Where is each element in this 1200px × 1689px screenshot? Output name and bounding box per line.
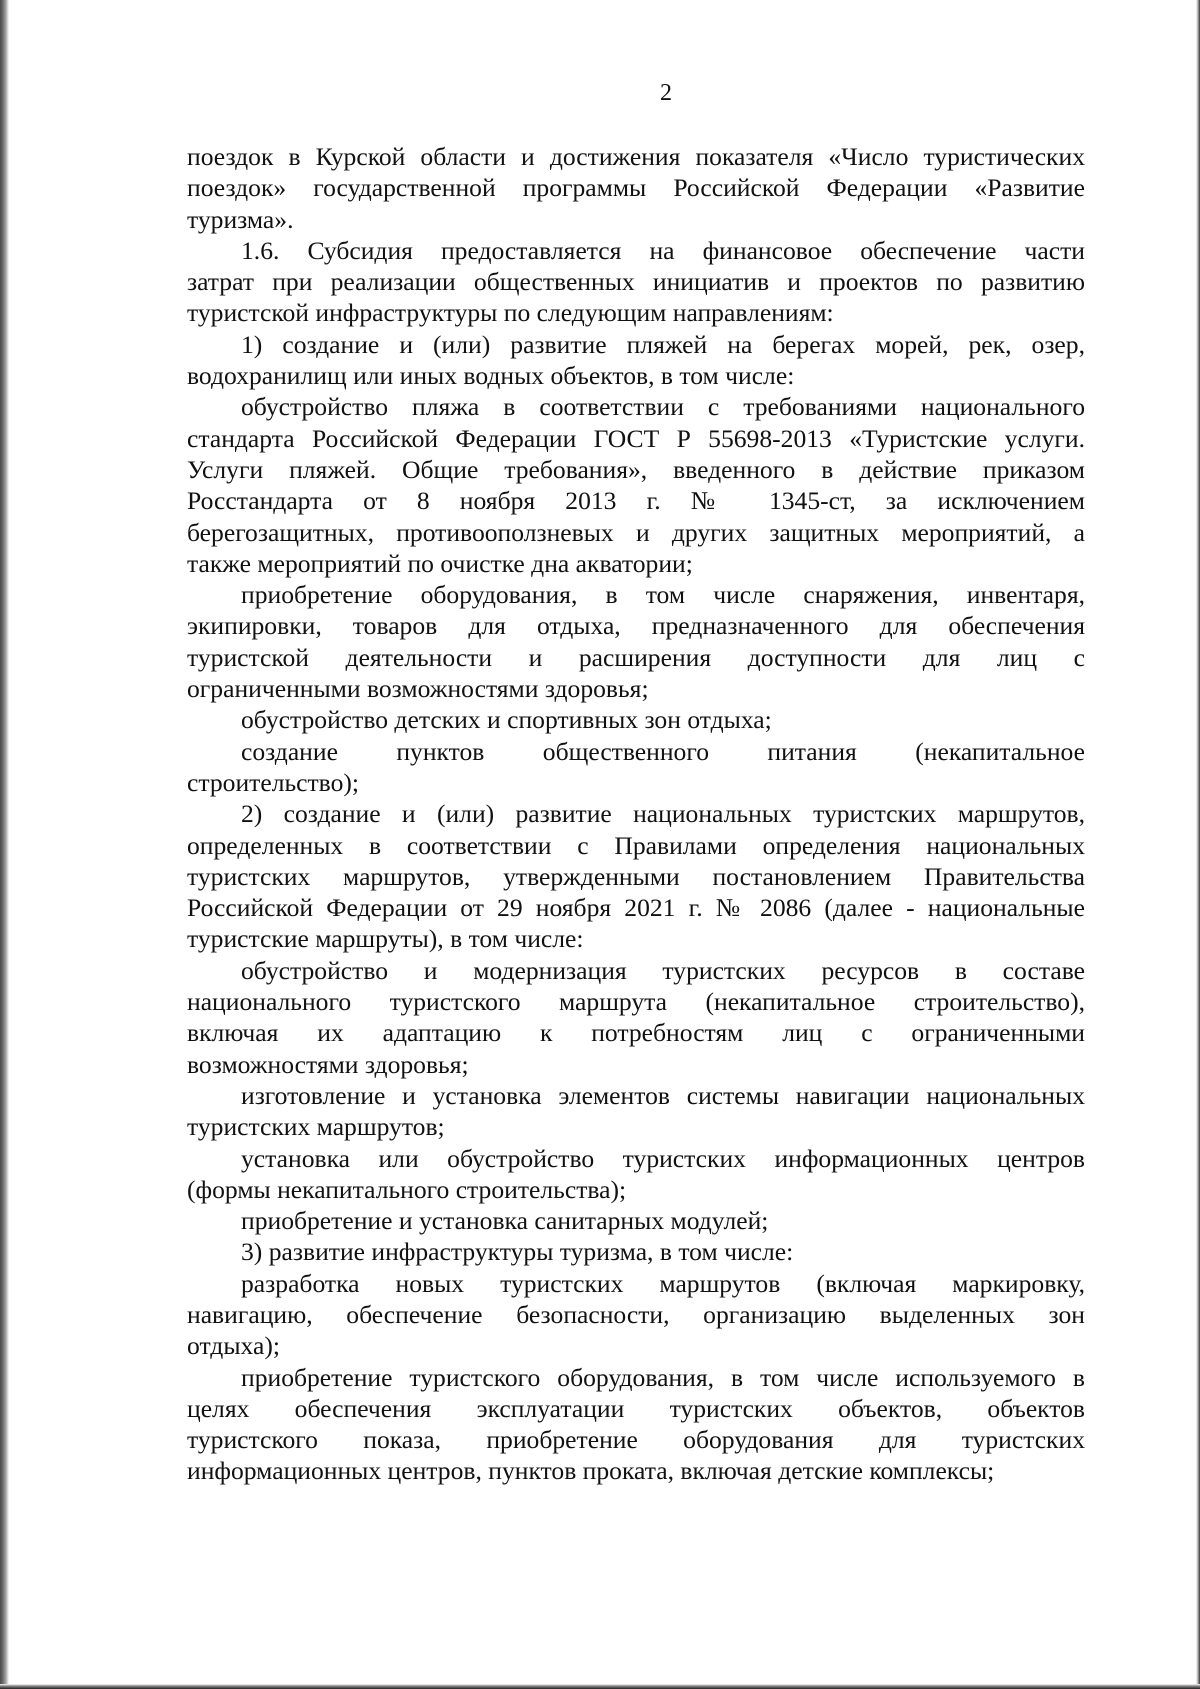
text-line: 3) развитие инфраструктуры туризма, в том числе:	[241, 1237, 794, 1267]
text-line: ограниченными возможностями здоровья;	[187, 674, 649, 704]
text-line: установка или обустройство туристских информационных центров	[241, 1143, 1085, 1173]
text-line: затрат при реализации общественных инициатив и проектов по развитию	[187, 267, 1085, 297]
text-line: навигацию, обеспечение безопасности, организацию выделенных зон	[187, 1299, 1085, 1329]
text-line: создание пунктов общественного питания (некапитальное	[241, 736, 1085, 766]
text-line: приобретение туристского оборудования, в том числе используемого в	[241, 1362, 1085, 1392]
text-line: туризма».	[187, 204, 294, 234]
text-line: берегозащитных, противооползневых и других защитных мероприятий, а	[187, 517, 1085, 547]
text-line: приобретение оборудования, в том числе снаряжения, инвентаря,	[241, 580, 1085, 610]
text-line: 2) создание и (или) развитие национальных туристских маршрутов,	[241, 799, 1085, 829]
text-line: национального туристского маршрута (некапитальное строительство),	[187, 987, 1085, 1017]
text-line: приобретение и установка санитарных модулей;	[241, 1206, 769, 1236]
text-line: туристские маршруты), в том числе:	[187, 924, 584, 954]
document-body	[187, 141, 1085, 1487]
scan-edge-left	[0, 0, 9, 1689]
text-line: туристской инфраструктуры по следующим направлениям:	[187, 298, 834, 328]
text-line: туристских маршрутов;	[187, 1112, 445, 1142]
text-line: целях обеспечения эксплуатации туристских объектов, объектов	[187, 1393, 1085, 1423]
text-line: туристской деятельности и расширения доступности для лиц с	[187, 642, 1085, 672]
text-line: обустройство и модернизация туристских ресурсов в составе	[241, 955, 1085, 985]
text-line: 1) создание и (или) развитие пляжей на берегах морей, рек, озер,	[241, 329, 1085, 359]
text-line: (формы некапитального строительства);	[187, 1174, 627, 1204]
scan-edge-right	[1196, 0, 1200, 1689]
text-line: изготовление и установка элементов системы навигации национальных	[241, 1080, 1085, 1110]
text-line: разработка новых туристских маршрутов (включая маркировку,	[241, 1268, 1085, 1298]
text-line: возможностями здоровья;	[187, 1049, 469, 1079]
text-line: туристского показа, приобретение оборудования для туристских	[187, 1425, 1085, 1455]
text-line: обустройство детских и спортивных зон отдыха;	[241, 705, 772, 735]
text-line: информационных центров, пунктов проката, включая детские комплексы;	[187, 1456, 995, 1486]
text-line: поездок» государственной программы Российской Федерации «Развитие	[187, 173, 1085, 203]
text-line: Услуги пляжей. Общие требования», введенного в действие приказом	[187, 454, 1085, 484]
text-line: определенных в соответствии с Правилами определения национальных	[187, 830, 1085, 860]
text-line: строительство);	[187, 767, 360, 797]
text-line: отдыха);	[187, 1331, 280, 1361]
text-line: включая их адаптацию к потребностям лиц с ограниченными	[187, 1018, 1085, 1048]
text-line: обустройство пляжа в соответствии с требованиями национального	[241, 392, 1085, 422]
text-line: экипировки, товаров для отдыха, предназначенного для обеспечения	[187, 611, 1085, 641]
text-line: 1.6. Субсидия предоставляется на финансовое обеспечение части	[241, 235, 1085, 265]
text-line: Росстандарта от 8 ноября 2013 г. № 1345-ст, за исключением	[187, 486, 1085, 516]
text-line: поездок в Курской области и достижения показателя «Число туристических	[187, 142, 1085, 171]
text-line: также мероприятий по очистке дна акватории;	[187, 548, 693, 578]
text-line: водохранилищ или иных водных объектов, в том числе:	[187, 361, 795, 391]
text-line: туристских маршрутов, утвержденными постановлением Правительства	[187, 861, 1085, 891]
text-line: стандарта Российской Федерации ГОСТ Р 55698-2013 «Туристские услуги.	[187, 423, 1085, 453]
text-line: Российской Федерации от 29 ноября 2021 г. № 2086 (далее - национальные	[187, 893, 1085, 923]
scan-edge-bottom	[0, 1684, 1200, 1689]
page-number: 2	[660, 80, 672, 106]
